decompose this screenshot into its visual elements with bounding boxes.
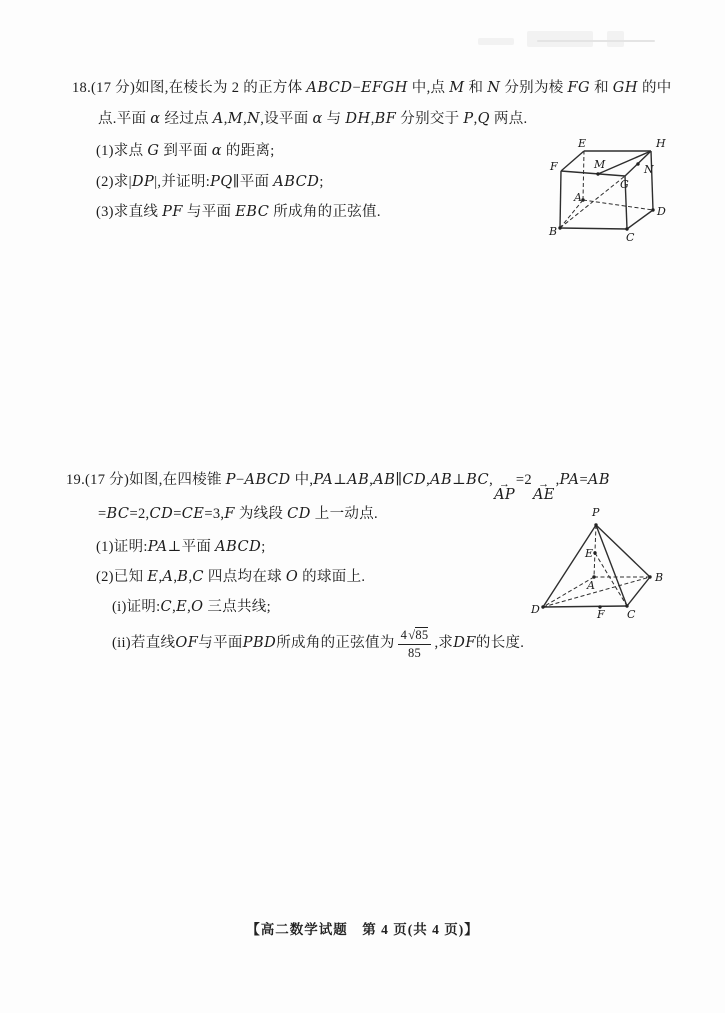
edge-DC (543, 606, 627, 607)
edge-FG (561, 171, 625, 176)
problem-18-line-1: 18.(17 分)如图,在棱长为 2 的正方体 ABCD−EFGH 中,点 M 和 N 分别为棱 FG 和 GH 的中 (72, 80, 672, 96)
vertex-dot-D (651, 208, 654, 211)
vertex-dot-B (648, 575, 651, 578)
edge-PC (596, 525, 627, 606)
vertex-label-B: B (549, 225, 558, 238)
vertex-label-H: H (656, 137, 666, 150)
vertex-label-C: C (626, 231, 635, 244)
problem-18-line-2: 点.平面 α 经过点 A,M,N,设平面 α 与 DH,BF 分别交于 P,Q 两点. (98, 111, 528, 127)
vertex-label-E: E (578, 137, 587, 150)
hidden-edge-AE (583, 151, 584, 200)
hidden-edge-PA (594, 525, 596, 577)
vertex-dot-B (558, 226, 561, 229)
edge-CD (627, 210, 653, 229)
scan-smudge (527, 31, 593, 47)
vertex-dot-N (636, 162, 639, 165)
hidden-edge-EC (595, 553, 627, 606)
problem-19-part-1: (1)证明:PA⊥平面 ABCD; (96, 539, 266, 555)
edge-PB (596, 525, 650, 577)
edge-CB (627, 577, 650, 606)
vertex-label-A: A (574, 191, 582, 204)
vector-notation: → AP (494, 478, 515, 503)
page-footer: 【高二数学试题 第 4 页(共 4 页)】 (246, 922, 479, 937)
problem-19-part-2i: (i)证明:C,E,O 三点共线; (112, 599, 271, 615)
vertex-dot-M (596, 172, 599, 175)
vertex-label-P: P (592, 506, 600, 519)
vertex-label-A: A (587, 579, 595, 592)
vertex-label-F: F (550, 160, 558, 173)
vertex-label-G: G (620, 178, 629, 191)
vertex-label-N: N (644, 163, 654, 176)
vertex-label-E: E (585, 547, 594, 560)
vertex-dot-P (594, 523, 597, 526)
pyramid-figure (523, 501, 683, 625)
problem-18-part-1: (1)求点 G 到平面 α 的距离; (96, 143, 275, 159)
vertex-label-F: F (597, 608, 605, 621)
scan-smudge (478, 38, 514, 45)
vector-notation: → AE (532, 478, 555, 503)
problem-19-part-2: (2)已知 E,A,B,C 四点均在球 O 的球面上. (96, 569, 366, 585)
fraction: $\frac{4√85}{85}$ (398, 628, 432, 661)
cube-figure (545, 133, 695, 248)
vertex-dot-E (593, 551, 596, 554)
hidden-edge-BG (560, 176, 625, 228)
scan-smudge (607, 31, 624, 47)
problem-18-part-3: (3)求直线 PF 与平面 EBC 所成角的正弦值. (96, 204, 381, 220)
scan-smudge-line (537, 40, 655, 42)
problem-19-line-2: =BC=2,CD=CE=3,F 为线段 CD 上一动点. (98, 506, 378, 522)
problem-19-line-1: 19.(17 分)如图,在四棱锥 P−ABCD 中,PA⊥AB,AB∥CD,AB⊥BC, → AP =2 → AE ,PA=AB (66, 472, 611, 503)
edge-HD (651, 151, 653, 210)
vertex-label-D: D (531, 603, 540, 616)
edge-FB (560, 171, 561, 228)
edge-BC (560, 228, 627, 229)
vertex-label-B: B (655, 571, 664, 584)
vertex-label-D: D (657, 205, 666, 218)
edge-EF (561, 151, 584, 171)
vertex-label-C: C (627, 608, 636, 621)
vertex-dot-D (541, 605, 544, 608)
problem-18-part-2: (2)求|DP|,并证明:PQ∥平面 ABCD; (96, 174, 324, 190)
vertex-label-M: M (594, 158, 606, 171)
problem-19-part-2ii: (ii)若直线 OF 与平面 PBD 所成角的正弦值为 $\frac{4√85}{85}$ ,求 DF 的长度. (112, 627, 525, 660)
hidden-edge-AB (560, 200, 583, 228)
